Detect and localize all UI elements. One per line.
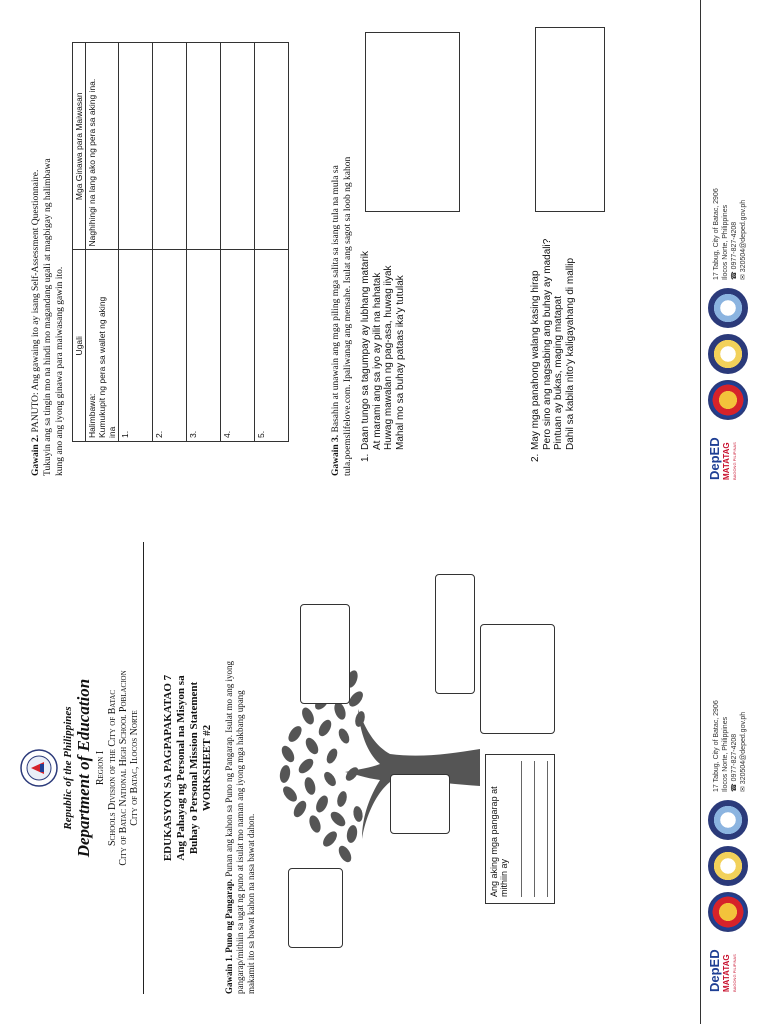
bagong-pilipinas-seal-icon — [708, 380, 748, 420]
col-header-ugali: Ugali — [73, 250, 86, 442]
poem-1-line: Daan tungo sa tagumpay ay lubhang matarik — [360, 250, 371, 450]
region-line: Region I — [95, 750, 106, 786]
table-row — [153, 43, 187, 442]
matatag-logo-text: MATATAG — [722, 442, 731, 480]
example-label: Halimbawa: — [87, 393, 97, 438]
example-ugali — [86, 250, 119, 442]
example-ugali-line-1: Kumukupit ng pera sa wallet ng aking — [97, 296, 107, 438]
poem-2-line: Pero sino ang nagsabing ang buhay ay madali? — [541, 238, 553, 450]
poem-1-line: Mahal mo sa buhay pataas ika'y tutulak — [394, 275, 406, 450]
poem-2-answer-box[interactable] — [535, 27, 605, 212]
page-left — [0, 512, 768, 1024]
gawain1-text-1: Punan ang kahon sa Puno ng Pangarap. Isulat mo ang iyong — [224, 661, 234, 879]
phone-line: ☎ 0977-827-4208 — [731, 733, 738, 792]
bagong-pilipinas-seal-icon — [708, 892, 748, 932]
poem-2-line: May mga panahong walang kasing hirap — [530, 270, 541, 450]
answer-line — [547, 761, 548, 897]
table-row — [221, 43, 255, 442]
worksheet-title-2: Buhay o Personal Mission Statement — [188, 681, 200, 855]
col-header-ginawa: Mga Ginawa para Maiwasan — [73, 43, 86, 250]
ugali-table — [72, 42, 289, 442]
matatag-sub-text: BAGONG PILIPINAS — [732, 442, 737, 480]
poem-1 — [360, 232, 406, 462]
footer-contact — [712, 700, 748, 792]
gawain3-text-2: tula.poemslifelove.com. Ipaliwanag ang mensahe. Isulat ang sagot sa loob ng kahon — [343, 156, 353, 476]
example-ugali-line-2: ina — [107, 426, 117, 438]
leaf-box-1[interactable] — [288, 868, 343, 948]
phone-number: 0977-827-4208 — [731, 733, 738, 782]
email-address: 320504@deped.gov.ph — [740, 199, 747, 273]
poem-2-number: 2. — [530, 453, 541, 462]
example-ginawa: Naghihingi na lang ako ng pera sa aking ina. — [86, 43, 119, 250]
school-seal-icon — [708, 800, 748, 840]
gawain3-label: Gawain 3. — [331, 434, 341, 476]
answer-cell[interactable] — [119, 43, 153, 250]
address-line-2: Ilocos Norte, Philippines — [722, 204, 729, 280]
leaf-box-2[interactable] — [300, 604, 350, 704]
poem-1-line: At marami ang sa iyo ay pilit na hahatak — [371, 272, 383, 450]
gawain2-text-3: kung ano ang iyong ginawa para maiwasang gawin ito. — [55, 266, 65, 476]
footer-divider — [700, 512, 701, 1024]
gawain3-text-1: Basahin at unawain ang mga piling mga salita sa isang tula na mula sa — [331, 165, 341, 435]
division-seal-icon — [708, 846, 748, 886]
worksheet-title-1: Ang Pahayag ng Personal na Misyon sa — [175, 675, 187, 861]
table-row — [255, 43, 289, 442]
dreams-box-label: Ang aking mga pangarap at mithiin ay — [489, 786, 509, 897]
poem-2-line: Pintuan ay bukas, maging matapat — [553, 296, 564, 450]
deped-seal-icon — [20, 749, 58, 787]
row-number: 1. — [119, 250, 153, 442]
deped-logo — [708, 432, 737, 480]
gawain1-text-2: pangarap/mithiin sa ugat ng puno at isulat mo naman ang iyong mga hakbang upang — [235, 690, 245, 994]
address-line-2: Ilocos Norte, Philippines — [722, 716, 729, 792]
footer-contact — [712, 188, 748, 280]
gawain1-text-3: makamit ito sa bawat kahon na nasa bawat dahon. — [246, 813, 256, 994]
poem-1-line: Huwag mawalan ng pag-asa, huwag iiyak — [383, 265, 394, 450]
answer-cell[interactable] — [187, 43, 221, 250]
email-address: 320504@deped.gov.ph — [740, 711, 747, 785]
answer-line — [534, 761, 535, 897]
phone-line: ☎ 0977-827-4208 — [731, 221, 738, 280]
row-number: 2. — [153, 250, 187, 442]
poem-1-answer-box[interactable] — [365, 32, 460, 212]
table-row — [187, 43, 221, 442]
leaf-box-3[interactable] — [390, 774, 450, 834]
deped-logo-text: DepED — [707, 437, 722, 480]
leaf-box-5[interactable] — [480, 624, 555, 734]
matatag-logo-text: MATATAG — [722, 954, 731, 992]
table-row-example — [86, 43, 119, 442]
dreams-box[interactable] — [485, 754, 555, 904]
subject-title: EDUKASYON SA PAGPAPAKATAO 7 — [162, 674, 174, 862]
worksheet-number: WORKSHEET #2 — [201, 724, 213, 812]
gawain2-instructions — [30, 26, 66, 476]
deped-logo-text: DepED — [707, 949, 722, 992]
matatag-sub-text: BAGONG PILIPINAS — [732, 954, 737, 992]
division-seal-icon — [708, 334, 748, 374]
phone-number: 0977-827-4208 — [731, 221, 738, 270]
email-line: ✉ 320504@deped.gov.ph — [740, 199, 747, 280]
row-number: 5. — [255, 250, 289, 442]
row-number: 3. — [187, 250, 221, 442]
answer-cell[interactable] — [255, 43, 289, 250]
table-row — [119, 43, 153, 442]
answer-cell[interactable] — [153, 43, 187, 250]
city-line: City of Batac, Ilocos Norte — [129, 710, 140, 826]
gawain3-instructions — [330, 26, 354, 476]
answer-line — [521, 761, 522, 897]
gawain2-label: Gawain 2. — [31, 434, 41, 476]
gawain2-text-1: PANUTO: Ang gawaing ito ay isang Self-Assessment Questionnaire. — [31, 169, 41, 435]
leaf-box-4[interactable] — [435, 574, 475, 694]
gawain1-instructions — [224, 534, 257, 994]
republic-line: Republic of the Philippines — [62, 706, 74, 830]
email-line: ✉ 320504@deped.gov.ph — [740, 711, 747, 792]
address-line-1: 17 Tabug, City of Batac, 2906 — [713, 188, 720, 280]
division-line: Schools Division of the City of Batac — [107, 689, 118, 847]
deped-logo — [708, 944, 737, 992]
header-divider — [143, 542, 144, 994]
poem-2 — [530, 222, 576, 462]
gawain1-label: Gawain 1. Puno ng Pangarap. — [224, 878, 234, 994]
poem-1-number: 1. — [360, 453, 371, 462]
answer-cell[interactable] — [221, 43, 255, 250]
school-line: City of Batac National High School Poblacion — [118, 670, 129, 866]
footer-divider — [700, 0, 701, 512]
gawain2-text-2: Tukuyin ang sa tingin mo na hindi mo magandang ugali at magbigay ng halimbawa — [43, 158, 53, 476]
school-seal-icon — [708, 288, 748, 328]
row-number: 4. — [221, 250, 255, 442]
address-line-1: 17 Tabug, City of Batac, 2906 — [713, 700, 720, 792]
department-title: Department of Education — [74, 678, 93, 858]
poem-2-line: Dahil sa kabila nito'y kaligayahang di mallip — [564, 257, 576, 450]
